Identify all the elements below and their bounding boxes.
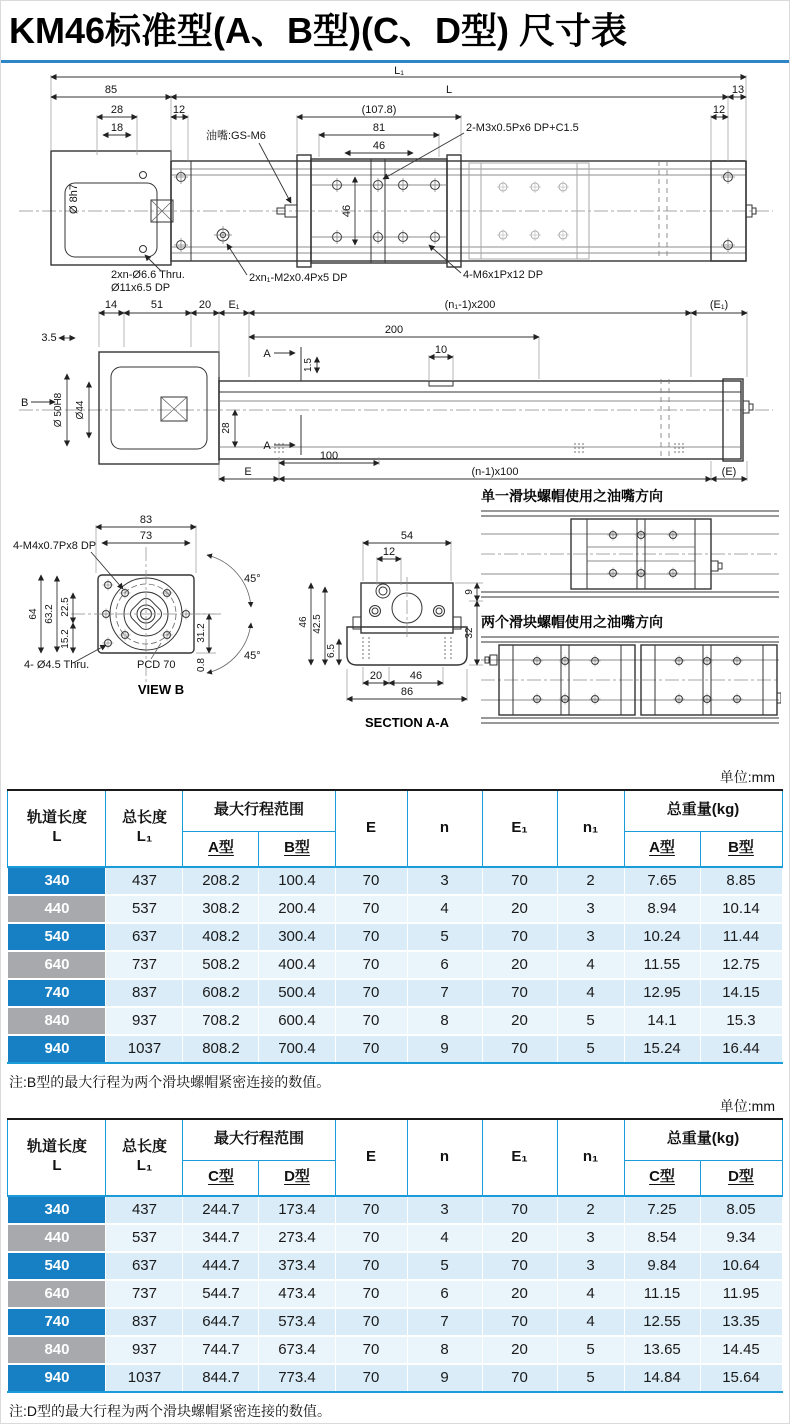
data-cell: 6 [407,1280,482,1308]
data-cell: 70 [335,923,407,951]
data-cell: 673.4 [259,1336,335,1364]
data-cell: 70 [482,1252,557,1280]
data-cell: 344.7 [183,1224,259,1252]
data-cell: 11.44 [700,923,782,951]
data-cell: 837 [106,1308,183,1336]
table-row [8,1035,782,1063]
data-cell: 637 [106,1252,183,1280]
col-header-total-weight: 总重量(kg) [624,790,782,832]
unit-label-1: 单位:mm [719,768,775,785]
dim-107-8: (107.8) [361,103,397,116]
data-cell: 20 [482,1280,557,1308]
page-title: KM46标准型(A、B型)(C、D型) 尺寸表 [9,10,627,51]
table-row [8,951,782,979]
col-header-e: E [335,790,407,867]
table-row [8,867,782,895]
label-tap-2m3: 2-M3x0.5Px6 DP+C1.5 [466,121,579,134]
dim-l: L [445,83,453,96]
data-cell: 5 [557,1007,624,1035]
dim-54: 54 [400,529,414,542]
detail-views-drawing [11,487,781,765]
data-cell: 15.24 [624,1035,700,1063]
data-cell: 500.4 [259,979,335,1007]
row-header-cell: 840 [8,1007,106,1035]
table-row [8,1364,782,1392]
table-note-2: 注:D型的最大行程为两个滑块螺帽紧密连接的数值。 [9,1402,331,1419]
data-cell: 937 [106,1007,183,1035]
dim-e: E [244,465,252,478]
data-cell: 9.34 [700,1224,782,1252]
dim-42-5: 42.5 [312,613,323,634]
data-cell: 14.1 [624,1007,700,1035]
label-a-bottom: A [263,439,271,452]
data-cell: 12.75 [700,951,782,979]
dim-12-right: 12 [712,103,726,116]
data-cell: 700.4 [259,1035,335,1063]
data-cell: 13.65 [624,1336,700,1364]
col-header-n1: n₁ [557,790,624,867]
data-cell: 737 [106,1280,183,1308]
data-cell: 14.84 [624,1364,700,1392]
data-cell: 808.2 [183,1035,259,1063]
data-cell: 4 [557,979,624,1007]
data-cell: 7.65 [624,867,700,895]
view-b-caption: VIEW B [137,681,185,697]
label-thru-line1: 2xn-Ø6.6 Thru. [111,268,185,281]
oil-double-caption: 两个滑块螺帽使用之油嘴方向 [481,613,663,630]
col-header-stroke-type-b: B型 [259,831,335,867]
data-cell: 400.4 [259,951,335,979]
oil-double-diagram [481,637,781,723]
row-header-cell: 440 [8,895,106,923]
dim-51: 51 [150,298,164,311]
data-cell: 70 [335,1336,407,1364]
dim-l1: L₁ [394,64,404,77]
data-cell: 70 [482,979,557,1007]
label-dia44: Ø44 [75,400,86,420]
data-cell: 20 [482,951,557,979]
table-body-cd [8,1196,782,1392]
dim-46-left: 46 [298,616,309,628]
col-header-e1: E₁ [482,1119,557,1196]
oil-single-diagram [481,511,779,597]
dim-3-5: 3.5 [41,331,57,344]
dim-46-side: 46 [341,204,353,217]
dim-45-top: 45° [244,572,261,585]
dim-6-5: 6.5 [326,643,337,658]
label-a-top: A [263,347,271,360]
drawing-area [1,63,789,765]
data-cell: 3 [557,1224,624,1252]
oil-single-caption: 单一滑块螺帽使用之油嘴方向 [481,487,663,504]
dim-12: 12 [382,545,396,558]
row-header-cell: 640 [8,1280,106,1308]
data-cell: 70 [482,867,557,895]
data-cell: 70 [335,1224,407,1252]
data-cell: 3 [557,923,624,951]
row-header-cell: 940 [8,1364,106,1392]
dim-81: 81 [372,121,386,134]
data-cell: 70 [335,1196,407,1224]
data-cell: 70 [335,951,407,979]
dim-e1: E₁ [228,298,240,311]
data-cell: 7 [407,1308,482,1336]
data-cell: 9 [407,1035,482,1063]
side-view-drawing [11,297,781,487]
col-header-total-length: 总长度 L₁ [106,1119,183,1196]
col-header-n1: n₁ [557,1119,624,1196]
data-cell: 308.2 [183,895,259,923]
dim-85: 85 [104,83,118,96]
data-cell: 15.3 [700,1007,782,1035]
data-cell: 8 [407,1336,482,1364]
table-row [8,895,782,923]
data-cell: 8.85 [700,867,782,895]
data-cell: 444.7 [183,1252,259,1280]
data-cell: 14.15 [700,979,782,1007]
table-row [8,1007,782,1035]
data-cell: 744.7 [183,1336,259,1364]
label-shaft-dia: Ø 8h7 [68,183,80,214]
dim-1-5: 1.5 [303,357,314,372]
dim-200: 200 [384,323,404,336]
data-cell: 11.95 [700,1280,782,1308]
data-cell: 537 [106,895,183,923]
col-header-total-weight: 总重量(kg) [624,1119,782,1161]
data-cell: 70 [482,1035,557,1063]
data-cell: 70 [335,1364,407,1392]
data-cell: 7.25 [624,1196,700,1224]
data-cell: 6 [407,951,482,979]
label-view-b-thru: 4- Ø4.5 Thru. [24,658,90,671]
dim-46-top: 46 [372,139,386,152]
table-row [8,1196,782,1224]
dim-12-left: 12 [172,103,186,116]
section-a-a [298,530,483,730]
data-cell: 4 [407,895,482,923]
dim-73: 73 [139,529,153,542]
label-tap-4m6: 4-M6x1Px12 DP [463,268,544,281]
table-row [8,1252,782,1280]
dim-18: 18 [110,121,124,134]
data-cell: 70 [482,1364,557,1392]
data-cell: 16.44 [700,1035,782,1063]
data-cell: 708.2 [183,1007,259,1035]
dim-15-2: 15.2 [60,628,71,649]
row-header-cell: 340 [8,867,106,895]
data-cell: 373.4 [259,1252,335,1280]
data-cell: 11.55 [624,951,700,979]
data-cell: 8.05 [700,1196,782,1224]
table-row [8,1336,782,1364]
data-cell: 70 [335,867,407,895]
label-thru-line2: Ø11x6.5 DP [111,281,171,294]
data-cell: 200.4 [259,895,335,923]
data-cell: 5 [557,1035,624,1063]
side-view-dimensions [21,299,747,481]
data-cell: 737 [106,951,183,979]
row-header-cell: 440 [8,1224,106,1252]
data-cell: 11.15 [624,1280,700,1308]
data-cell: 70 [335,1007,407,1035]
label-tap-2m2: 2xn₁-M2x0.4Px5 DP [249,271,348,284]
data-cell: 408.2 [183,923,259,951]
table-row [8,979,782,1007]
data-cell: 4 [557,1280,624,1308]
data-cell: 12.55 [624,1308,700,1336]
data-cell: 12.95 [624,979,700,1007]
col-header-stroke-type-d: D型 [259,1160,335,1196]
data-cell: 573.4 [259,1308,335,1336]
data-cell: 100.4 [259,867,335,895]
data-cell: 70 [482,923,557,951]
data-cell: 2 [557,1196,624,1224]
col-header-stroke-type-c: C型 [183,1160,259,1196]
label-view-b-tap: 4-M4x0.7Px8 DP [13,539,97,552]
data-cell: 937 [106,1336,183,1364]
data-cell: 14.45 [700,1336,782,1364]
view-b [13,514,261,697]
data-cell: 544.7 [183,1280,259,1308]
dim-pitch100: (n-1)x100 [471,465,519,478]
dim-14: 14 [104,298,118,311]
dim-28: 28 [110,103,124,116]
dim-20-bottom: 20 [369,669,383,682]
data-cell: 9.84 [624,1252,700,1280]
data-cell: 8.94 [624,895,700,923]
data-cell: 773.4 [259,1364,335,1392]
data-cell: 70 [335,1308,407,1336]
data-cell: 70 [335,1035,407,1063]
dim-28-side: 28 [221,422,232,434]
data-cell: 637 [106,923,183,951]
dim-0-8: 0.8 [196,657,207,672]
col-header-max-stroke: 最大行程范围 [183,790,335,832]
data-cell: 4 [557,951,624,979]
dim-31-2: 31.2 [196,622,207,643]
dim-83: 83 [139,513,153,526]
title-bar [1,1,789,56]
data-cell: 15.64 [700,1364,782,1392]
data-cell: 1037 [106,1035,183,1063]
data-cell: 70 [335,1252,407,1280]
data-cell: 837 [106,979,183,1007]
data-cell: 5 [407,923,482,951]
data-cell: 8.54 [624,1224,700,1252]
data-cell: 4 [557,1308,624,1336]
data-cell: 70 [335,895,407,923]
col-header-n: n [407,790,482,867]
data-cell: 244.7 [183,1196,259,1224]
table-row [8,923,782,951]
dimension-table-ab [7,789,782,1064]
data-cell: 3 [557,1252,624,1280]
dim-9: 9 [464,588,475,595]
col-header-n: n [407,1119,482,1196]
data-cell: 644.7 [183,1308,259,1336]
data-cell: 10.64 [700,1252,782,1280]
row-header-cell: 640 [8,951,106,979]
top-view-drawing [11,65,781,297]
table-row [8,1224,782,1252]
dim-100: 100 [319,449,339,462]
col-header-weight-type-a: A型 [624,831,700,867]
data-cell: 437 [106,1196,183,1224]
data-cell: 5 [557,1336,624,1364]
dimension-table-cd [7,1118,782,1393]
data-cell: 3 [407,1196,482,1224]
data-cell: 20 [482,1007,557,1035]
data-cell: 20 [482,1336,557,1364]
label-dia50: Ø 50H8 [53,392,64,427]
data-cell: 208.2 [183,867,259,895]
row-header-cell: 540 [8,923,106,951]
data-cell: 70 [482,1196,557,1224]
data-cell: 273.4 [259,1224,335,1252]
data-cell: 13.35 [700,1308,782,1336]
data-cell: 1037 [106,1364,183,1392]
row-header-cell: 540 [8,1252,106,1280]
col-header-e: E [335,1119,407,1196]
data-cell: 508.2 [183,951,259,979]
col-header-track-length: 轨道长度 L [8,790,106,867]
dim-64: 64 [28,608,39,620]
top-view-dimensions [51,65,746,294]
data-cell: 10.14 [700,895,782,923]
dim-10: 10 [434,343,448,356]
col-header-e1: E₁ [482,790,557,867]
dim-86: 86 [400,685,414,698]
top-view-parts [19,151,773,267]
data-cell: 3 [557,895,624,923]
data-cell: 70 [335,979,407,1007]
dim-e-paren: (E) [721,465,737,478]
table-note-1: 注:B型的最大行程为两个滑块螺帽紧密连接的数值。 [9,1073,331,1090]
table-row [8,1280,782,1308]
dim-e1-paren: (E₁) [709,298,729,311]
label-oil-nozzle: 油嘴:GS-M6 [206,129,266,142]
data-cell: 2 [557,867,624,895]
data-cell: 70 [335,1280,407,1308]
data-cell: 8 [407,1007,482,1035]
data-cell: 300.4 [259,923,335,951]
data-cell: 20 [482,895,557,923]
data-cell: 3 [407,867,482,895]
row-header-cell: 940 [8,1035,106,1063]
label-b: B [21,396,29,409]
data-cell: 608.2 [183,979,259,1007]
data-cell: 844.7 [183,1364,259,1392]
label-pcd-70: PCD 70 [137,658,176,671]
row-header-cell: 840 [8,1336,106,1364]
row-header-cell: 740 [8,1308,106,1336]
section-aa-caption: SECTION A-A [364,714,450,730]
dim-pitch200: (n₁-1)x200 [444,298,496,311]
dim-13: 13 [731,83,745,96]
side-view-parts [19,352,773,464]
data-cell: 20 [482,1224,557,1252]
data-cell: 5 [557,1364,624,1392]
data-cell: 9 [407,1364,482,1392]
row-header-cell: 340 [8,1196,106,1224]
data-cell: 10.24 [624,923,700,951]
col-header-weight-type-d: D型 [700,1160,782,1196]
data-cell: 5 [407,1252,482,1280]
col-header-total-length: 总长度 L₁ [106,790,183,867]
data-cell: 437 [106,867,183,895]
data-cell: 70 [482,1308,557,1336]
col-header-track-length: 轨道长度 L [8,1119,106,1196]
row-header-cell: 740 [8,979,106,1007]
table-row [8,1308,782,1336]
col-header-weight-type-b: B型 [700,831,782,867]
data-cell: 4 [407,1224,482,1252]
data-cell: 537 [106,1224,183,1252]
col-header-max-stroke: 最大行程范围 [183,1119,335,1161]
dim-46-bottom: 46 [409,669,423,682]
dim-63-2: 63.2 [44,603,55,624]
col-header-stroke-type-a: A型 [183,831,259,867]
data-cell: 7 [407,979,482,1007]
col-header-weight-type-c: C型 [624,1160,700,1196]
data-cell: 600.4 [259,1007,335,1035]
dim-20: 20 [198,298,212,311]
data-cell: 173.4 [259,1196,335,1224]
data-cell: 473.4 [259,1280,335,1308]
dim-45-bottom: 45° [244,649,261,662]
table-body-ab [8,867,782,1063]
unit-label-2: 单位:mm [719,1097,775,1114]
oil-direction-diagrams [481,488,781,723]
dim-32: 32 [464,627,475,639]
dim-22-5: 22.5 [60,596,71,617]
